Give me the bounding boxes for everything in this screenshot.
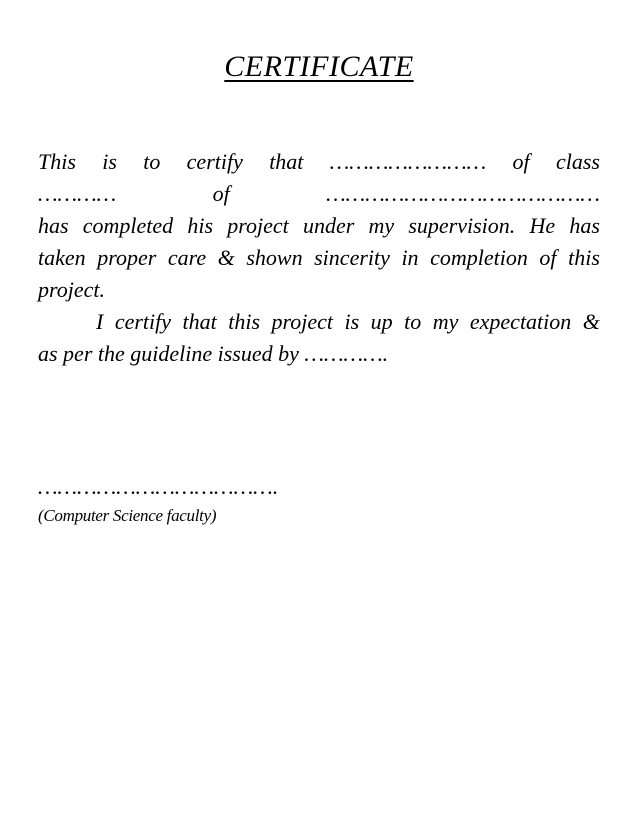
word: taken xyxy=(38,245,86,270)
word: my xyxy=(368,213,395,238)
word: completed xyxy=(82,213,174,238)
word: I xyxy=(96,309,104,334)
word: to xyxy=(143,149,161,174)
signature-line: ………………………………. xyxy=(38,474,279,499)
word: & xyxy=(217,245,235,270)
word: proper xyxy=(97,245,157,270)
word: He xyxy=(529,213,556,238)
word: to xyxy=(404,309,422,334)
word: that xyxy=(182,309,217,334)
word: sincerity xyxy=(314,245,390,270)
word: this xyxy=(568,245,600,270)
word: of xyxy=(539,245,557,270)
body-line-5: project. xyxy=(38,277,105,302)
signature-caption: (Computer Science faculty) xyxy=(38,506,217,525)
word: class xyxy=(555,149,600,174)
word: under xyxy=(302,213,355,238)
word: supervision. xyxy=(408,213,516,238)
word: expectation xyxy=(469,309,572,334)
body-line-4 xyxy=(38,242,600,274)
word: & xyxy=(582,309,600,334)
word: certify xyxy=(114,309,172,334)
certificate-title: CERTIFICATE xyxy=(224,50,414,83)
word: shown xyxy=(246,245,303,270)
body-line-1 xyxy=(38,146,600,178)
word: project xyxy=(227,213,289,238)
word: project xyxy=(271,309,333,334)
body-line-6 xyxy=(38,306,600,338)
word: this xyxy=(228,309,261,334)
word: …………………… xyxy=(329,149,487,174)
word: has xyxy=(38,213,69,238)
body-line-3 xyxy=(38,210,600,242)
word: of xyxy=(212,181,230,206)
word: care xyxy=(167,245,207,270)
word: in xyxy=(401,245,419,270)
certificate-body xyxy=(38,146,600,370)
body-line-2 xyxy=(38,178,600,210)
word: of xyxy=(512,149,530,174)
word: up xyxy=(370,309,393,334)
word: that xyxy=(269,149,304,174)
word: completion xyxy=(430,245,528,270)
word: his xyxy=(187,213,214,238)
word: has xyxy=(569,213,600,238)
word: my xyxy=(432,309,459,334)
word: certify xyxy=(186,149,243,174)
word: ………… xyxy=(38,181,117,206)
word: This xyxy=(38,149,76,174)
word: …………………………………… xyxy=(326,181,600,206)
body-line-7: as per the guideline issued by …………. xyxy=(38,341,389,366)
word: is xyxy=(344,309,360,334)
word: is xyxy=(102,149,117,174)
